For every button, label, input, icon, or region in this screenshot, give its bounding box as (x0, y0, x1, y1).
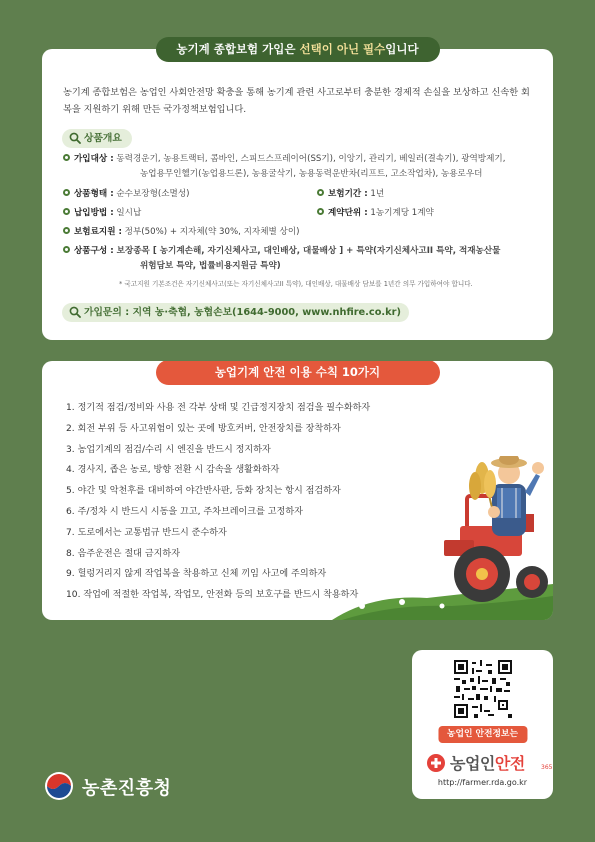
rule-item: 1. 정기적 점검/정비와 사용 전 각부 상태 및 긴급정지장치 점검을 필수화하자 (66, 403, 371, 413)
rule-item: 10. 작업에 적절한 작업복, 작업모, 안전화 등의 보호구를 반드시 착용하자 (66, 590, 359, 601)
inquiry-label: 가입문의 : 지역 농·축협, 농협손보(1644-9000, www.nhfire.co.kr) (84, 307, 401, 318)
qr-info-card (412, 650, 553, 799)
intro-paragraph: 농기계 종합보험은 농업인 사회안전망 확충을 통해 농기계 관련 사고로부터 충분한 경제적 손실을 보상하고 신속한 회복을 지원하기 위해 만든 국가정책보험입니다. (63, 87, 530, 115)
bullet-icon (63, 189, 70, 196)
inquiry-tag (62, 303, 409, 322)
insurance-title-pill (156, 37, 440, 62)
magnifier-icon (69, 306, 81, 318)
composition-value: 보장종목 [ 농기계손해, 자기신체사고, 대인배상, 대물배상 ] + 특약(자기신체사고II 특약, 적재농산물 (116, 246, 501, 256)
target-row (63, 152, 505, 181)
qr-code[interactable] (454, 660, 512, 718)
unit-key: 계약단위 : (328, 208, 368, 218)
payment-key: 납입방법 : (74, 208, 114, 218)
target-value: 동력경운기, 농용트랙터, 콤바인, 스피드스프레이어(SS기), 이앙기, 관리기, 베일러(결속기), 광역방제기, (116, 154, 506, 164)
brand-number: 365 (541, 764, 553, 771)
rule-item: 9. 헐렁거리지 않게 작업복을 착용하고 신체 끼임 사고에 주의하자 (66, 569, 327, 580)
type-row (63, 187, 190, 202)
overview-label: 상품개요 (84, 133, 122, 144)
brand-part2: 안전 (494, 754, 525, 773)
title-highlight: 선택이 아닌 필수 (299, 42, 386, 56)
rule-item: 4. 경사지, 좁은 농로, 방향 전환 시 감속을 생활화하자 (66, 465, 280, 476)
unit-value: 1농기계당 1계약 (370, 208, 434, 218)
org-name: 농촌진흥청 (82, 778, 172, 799)
rule-item: 6. 주/정차 시 반드시 시동을 끄고, 주차브레이크를 고정하자 (66, 506, 303, 517)
bullet-icon (317, 189, 324, 196)
rule-item: 5. 야간 및 악천후를 대비하여 야간반사판, 등화 장치는 항시 점검하자 (66, 486, 341, 497)
type-value: 순수보장형(소멸성) (116, 189, 190, 199)
safety-rules-card (42, 361, 553, 620)
rule-item: 8. 음주운전은 절대 금지하자 (66, 548, 180, 559)
rule-item: 2. 회전 부위 등 사고위험이 있는 곳에 방호커버, 안전장치를 장착하자 (66, 423, 341, 434)
rule-item: 3. 농업기계의 점검/수리 시 엔진을 반드시 정지하자 (66, 444, 271, 455)
title-text-end: 입니다 (385, 42, 419, 56)
insurance-info-card (42, 42, 553, 340)
period-row (317, 187, 384, 202)
brand-part1: 농업인 (450, 754, 495, 773)
period-key: 보험기간 : (328, 189, 368, 199)
magnifier-icon (69, 132, 81, 144)
safety-cross-icon (426, 753, 446, 773)
period-value: 1년 (370, 189, 385, 199)
target-key: 가입대상 : (74, 154, 114, 164)
safety-title-pill: 농업기계 안전 이용 수칙 10가지 (156, 361, 440, 385)
bullet-icon (63, 227, 70, 234)
rules-list (66, 398, 370, 606)
payment-row (63, 206, 141, 221)
composition-value-2: 위험담보 특약, 법률비용지원금 특약) (140, 260, 281, 271)
composition-key: 상품구성 : (74, 246, 114, 256)
farmer-safety-365-logo[interactable] (426, 750, 553, 776)
support-row (63, 225, 300, 240)
rda-logo (44, 771, 172, 801)
bullet-icon (63, 154, 70, 161)
bullet-icon (63, 246, 70, 253)
support-value: 정부(50%) + 지자체(약 30%, 지자체별 상이) (124, 227, 300, 237)
target-value-2: 농업용무인헬기(농업용드론), 농용굴삭기, 농용동력운반차(리프트, 고소작업차), 농용로우더 (140, 168, 483, 179)
bullet-icon (317, 208, 324, 215)
support-key: 보험료지원 : (74, 227, 122, 237)
rda-emblem-icon (44, 771, 74, 801)
site-url[interactable]: http://farmer.rda.go.kr (437, 778, 528, 787)
brand-text (450, 751, 525, 774)
composition-row (63, 244, 500, 273)
payment-value: 일시납 (116, 208, 142, 218)
type-key: 상품형태 : (74, 189, 114, 199)
overview-tag (62, 129, 132, 148)
qr-label: 농업인 안전정보는 (438, 726, 527, 743)
footnote: * 국고지원 기본조건은 자기신체사고(또는 자기신체사고II 특약), 대인배상, 대물배상 담보를 1년간 의무 가입하여야 합니다. (119, 280, 473, 288)
title-text: 농기계 종합보험 가입은 (176, 42, 300, 56)
bullet-icon (63, 208, 70, 215)
unit-row (317, 206, 434, 221)
rule-item: 7. 도로에서는 교통법규 반드시 준수하자 (66, 527, 227, 538)
